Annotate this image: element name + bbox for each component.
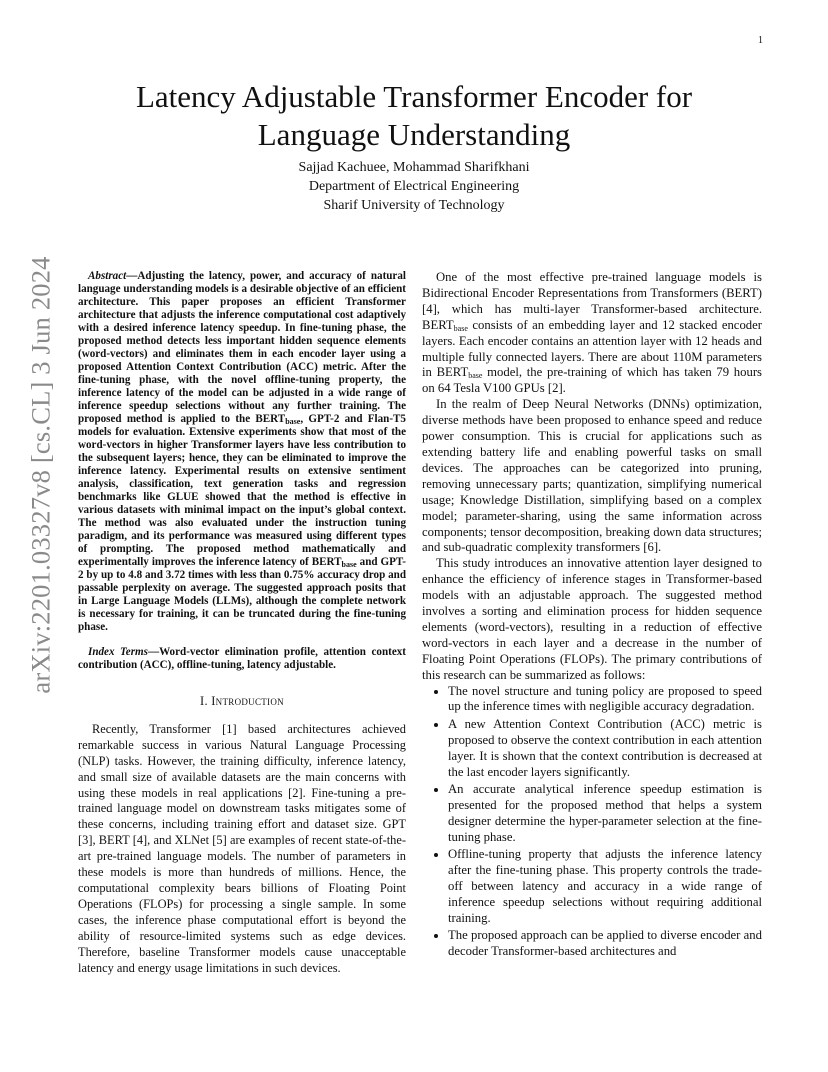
contribution-item: • The novel structure and tuning policy are proposed to speed up the inference times with negligible accuracy degradation. (448, 684, 762, 716)
contribution-item: • A new Attention Context Contribution (ACC) metric is proposed to observe the context contribution in each attention layer. It is shown that the context contribution is decreased at the last encoder layers significantly. (448, 717, 762, 781)
right-paragraph-1 (422, 270, 762, 397)
abstract-label: Abstract (88, 270, 127, 282)
title-line-1: Latency Adjustable Transformer Encoder for (135, 79, 693, 114)
abstract-text-c: and GPT-2 by up to 4.8 and 3.72 times with less than 0.75% accuracy drop and passable perplexity on average. The suggested approach posits that in Large Language Models (LLMs), although the complete network is necessary for training, it can be truncated during the fine-tuning phase. (78, 556, 406, 633)
title-line-2: Language Understanding (257, 117, 571, 152)
contributions-list (422, 684, 762, 960)
abstract-text-b: , GPT-2 and Flan-T5 models for evaluation. Extensive experiments show that most of the word-vectors in higher Transformer layers have less contribution to the subsequent layers; hence, they can be eliminated to improve the inference latency. Experimental results on extensive sentiment analysis, classification, text generation tasks and regression benchmarks like GLUE showed that the method is effective in various datasets with minimal impact on the input’s global context. The method was also evaluated under the instruction tuning paradigm, and its performance was measured using different types of prompting. The proposed method mathematically and experimentally improves the inference latency of BERT (78, 413, 406, 568)
right-p1-b: consists of an embedding layer and 12 stacked encoder layers. Each encoder contains an attention layer with 12 heads and multiple fully connected layers. There are about 110M parameters in BERT (422, 317, 762, 380)
index-terms-text: —Word-vector elimination profile, attention context contribution (ACC), offline-tuning, latency adjustable. (78, 646, 406, 671)
contribution-item: • Offline-tuning property that adjusts the inference latency after the fine-tuning phase. This property controls the trade-off between latency and accuracy in a wide range of inference speedup selections without requiring additional training. (448, 847, 762, 927)
left-column (78, 270, 406, 976)
intro-paragraph-1: Recently, Transformer [1] based architectures achieved remarkable success in various Natural Language Processing (NLP) tasks. However, the training difficulty, inference latency, and small size of available datasets are the main concerns with using these models in real applications [2]. Fine-tuning a pre-trained language model on downstream tasks mitigates some of these concerns, including training effort and dataset size. GPT [3], BERT [4], and XLNet [5] are examples of recent state-of-the-art pre-trained language models. The number of parameters in these models is more than hundreds of millions. Hence, the computational complexity bears billions of Floating Point Operations (FLOPs) for processing a single sample. In some cases, the inference phase computational effort is beyond the ability of resource-limited systems such as edge devices. Therefore, baseline Transformer models cause unacceptable latency and energy usage limitations in such devices. (78, 721, 406, 975)
section-heading-introduction: I. Introduction (200, 694, 284, 708)
right-p1-c: model, the pre-training of which has taken 79 hours on 64 Tesla V100 GPUs [2]. (422, 365, 762, 396)
arxiv-identifier (20, 256, 62, 694)
abstract-sub-2: base (341, 560, 357, 569)
index-terms-label: Index Terms (88, 646, 148, 658)
abstract (78, 270, 406, 634)
university: Sharif University of Technology (323, 198, 505, 213)
author-block (90, 158, 738, 215)
abstract-text-a: —Adjusting the latency, power, and accuracy of natural language understanding models is a desirable objective of an efficient architecture. This paper proposes an efficient Transformer architecture that adjusts the inference computational cost adaptively with a desired inference latency speedup. In fine-tuning phase, the proposed method detects less important hidden sequence elements (word-vectors) and eliminates them in each encoder layer using a proposed Attention Context Contribution (ACC) metric. After the fine-tuning phase, with the novel offline-tuning property, the inference latency of the model can be adjusted in a wide range of inference speedup selections without any further training. The proposed method is applied to the BERT (78, 270, 406, 425)
authors: Sajjad Kachuee, Mohammad Sharifkhani (298, 160, 530, 175)
abstract-sub-1: base (285, 417, 301, 426)
arxiv-identifier-text: arXiv:2201.03327v8 [cs.CL] 3 Jun 2024 (25, 256, 56, 694)
right-column (422, 270, 762, 961)
right-paragraph-3: This study introduces an innovative attention layer designed to enhance the efficiency of inference stages in Transformer-based models with an adjustable approach. The suggested method involves a sorting and elimination process for hidden sequence elements (word-vectors), resulting in a reduction of effective word-vectors in each layer and a decrease in the number of Floating Point Operations (FLOPs). The primary contributions of this research can be summarized as follows: (422, 556, 762, 682)
paper-title (90, 78, 738, 154)
right-p1-sub-2: base (468, 371, 483, 381)
index-terms (78, 646, 406, 672)
department: Department of Electrical Engineering (308, 179, 520, 194)
right-p1-a: One of the most effective pre-trained language models is Bidirectional Encoder Representations from Transformers (BERT) [4], which has multi-layer Transformer-based architecture. BERT (422, 270, 762, 332)
contribution-item: • The proposed approach can be applied to diverse encoder and decoder Transformer-based architectures and (448, 928, 762, 960)
contribution-item: • An accurate analytical inference speedup estimation is presented for the proposed method that helps a system designer determine the hyper-parameter selection at the fine-tuning phase. (448, 782, 762, 846)
page-number: 1 (758, 35, 763, 46)
right-p1-sub-1: base (453, 323, 468, 333)
right-paragraph-2: In the realm of Deep Neural Networks (DNNs) optimization, diverse methods have been proposed to enhance speed and reduce power consumption. This is crucial for applications such as extending battery life and enabling powerful tasks on small devices. The approaches can be categorized into pruning, removing unnecessary parts; quantization, simplifying numerical usage; Knowledge Distillation, simplifying based on a complex model; parameter-sharing, using the same information across components; tensor decomposition, breaking down data structures; and sub-quadratic complexity transformers [6]. (422, 397, 762, 555)
